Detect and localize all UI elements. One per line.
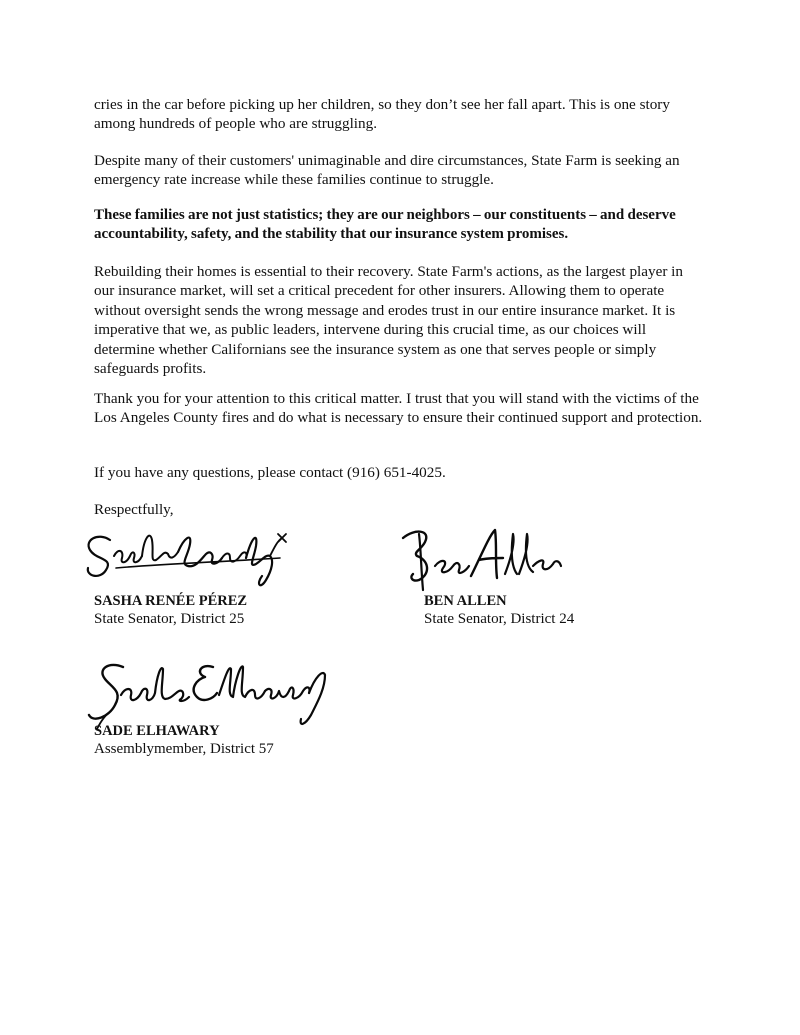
signatory-name-elhawary: SADE ELHAWARY (94, 723, 220, 739)
signatory-name-allen: BEN ALLEN (424, 593, 507, 609)
signatory-title-elhawary: Assemblymember, District 57 (94, 741, 274, 757)
paragraph-contact: If you have any questions, please contact (916) 651-4025. (94, 464, 446, 481)
closing-salutation: Respectfully, (94, 501, 174, 518)
paragraph-rate-increase: Despite many of their customers' unimaginable and dire circumstances, State Farm is seeking an emergency rate increase while these families continue to struggle. (94, 152, 680, 189)
signature-allen (395, 520, 565, 595)
paragraph-story: cries in the car before picking up her children, so they don’t see her fall apart. This is one story among hundreds of people who are struggling. (94, 96, 670, 133)
paragraph-rebuilding: Rebuilding their homes is essential to their recovery. State Farm's actions, as the largest player in our insurance market, will set a critical precedent for other insurers. Allowing them to operate without oversight sends the wrong message and erodes trust in our entire insurance market. It is imperative that we, as public leaders, intervene during this crucial time, as our choices will determine whether Californians see the insurance system as one that serves people or simply safeguards profits. (94, 263, 683, 378)
signatory-name-perez: SASHA RENÉE PÉREZ (94, 593, 248, 609)
signature-perez (80, 518, 295, 598)
paragraph-thank-you: Thank you for your attention to this critical matter. I trust that you will stand with the victims of the Los Angeles County fires and do what is necessary to ensure their continued support and protection. (94, 390, 703, 427)
signatory-title-perez: State Senator, District 25 (94, 611, 245, 627)
signature-allen-graphic (395, 520, 565, 595)
paragraph-emphasis: These families are not just statistics; they are our neighbors – our constituents – and deserve accountability, safety, and the stability that our insurance system promises. (94, 207, 676, 243)
signatory-title-allen: State Senator, District 24 (424, 611, 575, 627)
signature-perez-graphic (80, 518, 295, 598)
